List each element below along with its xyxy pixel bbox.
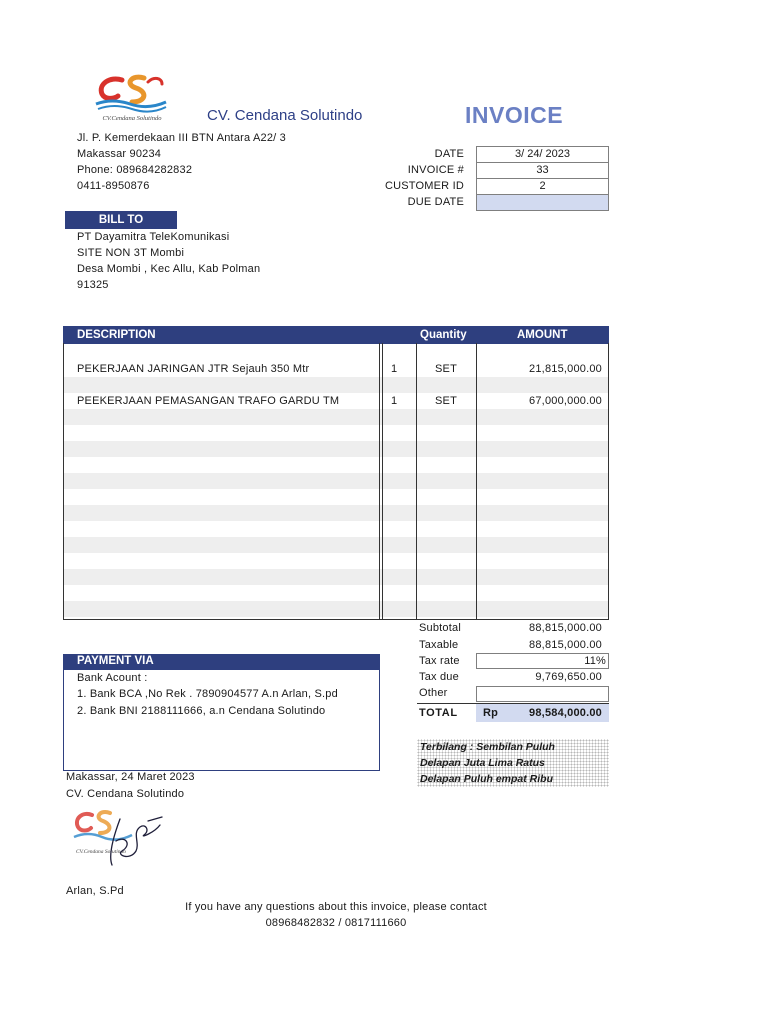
- taxable-value: 88,815,000.00: [529, 639, 602, 651]
- other-label: Other: [419, 687, 448, 699]
- bill-to-line-4: 91325: [77, 279, 109, 291]
- signature-company: CV. Cendana Solutindo: [66, 788, 185, 800]
- words-line-1: Terbilang : Sembilan Puluh: [420, 741, 555, 753]
- footer-contact-text: If you have any questions about this invoice, please contact: [185, 901, 487, 913]
- address-phone-2: 0411-8950876: [77, 180, 150, 192]
- total-label: TOTAL: [419, 707, 458, 719]
- address-line-1: Jl. P. Kemerdekaan III BTN Antara A22/ 3: [77, 132, 286, 144]
- invoice-title: INVOICE: [465, 102, 564, 128]
- tax-rate-label: Tax rate: [419, 655, 460, 667]
- tax-due-label: Tax due: [419, 671, 459, 683]
- address-phone: Phone: 089684282832: [77, 164, 193, 176]
- items-table: [63, 343, 609, 620]
- item-description: PEKERJAAN JARINGAN JTR Sejauh 350 Mtr: [77, 363, 310, 375]
- date-value: 3/ 24/ 2023: [476, 146, 609, 163]
- payment-line-1: Bank Acount :: [77, 672, 148, 684]
- item-qty: 1: [391, 395, 398, 407]
- bill-to-line-3: Desa Mombi , Kec Allu, Kab Polman: [77, 263, 261, 275]
- other-value: [476, 686, 609, 702]
- tax-rate-value: 11%: [476, 653, 609, 669]
- footer-contact-numbers: 08968482832 / 0817111660: [265, 917, 407, 929]
- item-unit: SET: [435, 395, 457, 407]
- customer-id-value: 2: [476, 178, 609, 195]
- invoice-number-value: 33: [476, 162, 609, 179]
- signer-name: Arlan, S.Pd: [66, 885, 124, 897]
- words-line-3: Delapan Puluh empat Ribu: [420, 773, 554, 785]
- invoice-number-label: INVOICE #: [407, 164, 464, 176]
- item-description: PEEKERJAAN PEMASANGAN TRAFO GARDU TM: [77, 395, 340, 407]
- item-unit: SET: [435, 363, 457, 375]
- total-value-box: [476, 704, 609, 722]
- date-label: DATE: [434, 148, 464, 160]
- signature-stamp: [70, 805, 170, 875]
- logo-text: CV.Cendana Solutindo: [102, 115, 162, 122]
- subtotal-value: 88,815,000.00: [529, 622, 602, 634]
- words-line-2: Delapan Juta Lima Ratus: [420, 757, 545, 769]
- address-line-2: Makassar 90234: [77, 148, 162, 160]
- col-amount-header: AMOUNT: [517, 329, 568, 341]
- item-amount: 21,815,000.00: [529, 363, 602, 375]
- due-date-value: [476, 194, 609, 211]
- items-table-header: [63, 326, 609, 344]
- item-qty: 1: [391, 363, 398, 375]
- payment-line-2: 1. Bank BCA ,No Rek . 7890904577 A.n Arlan, S.pd: [77, 688, 338, 700]
- bill-to-line-1: PT Dayamitra TeleKomunikasi: [77, 231, 230, 243]
- total-currency: Rp: [483, 707, 499, 719]
- item-amount: 67,000,000.00: [529, 395, 602, 407]
- taxable-label: Taxable: [419, 639, 459, 651]
- company-name: CV. Cendana Solutindo: [207, 107, 363, 124]
- customer-id-label: CUSTOMER ID: [384, 180, 464, 192]
- stamp-text: CV.Cendana Solutindo: [76, 849, 127, 855]
- place-date: Makassar, 24 Maret 2023: [66, 771, 195, 783]
- tax-due-value: 9,769,650.00: [535, 671, 602, 683]
- payment-header: PAYMENT VIA: [63, 654, 380, 670]
- col-quantity-header: Quantity: [420, 329, 467, 341]
- amount-in-words: [417, 739, 609, 787]
- due-date-label: DUE DATE: [407, 196, 464, 208]
- company-logo: [92, 72, 172, 124]
- payment-line-3: 2. Bank BNI 2188111666, a.n Cendana Solutindo: [77, 705, 326, 717]
- total-value: 98,584,000.00: [529, 707, 602, 719]
- subtotal-label: Subtotal: [419, 622, 461, 634]
- bill-to-header: BILL TO: [65, 211, 177, 229]
- bill-to-line-2: SITE NON 3T Mombi: [77, 247, 185, 259]
- col-description-header: DESCRIPTION: [77, 329, 156, 341]
